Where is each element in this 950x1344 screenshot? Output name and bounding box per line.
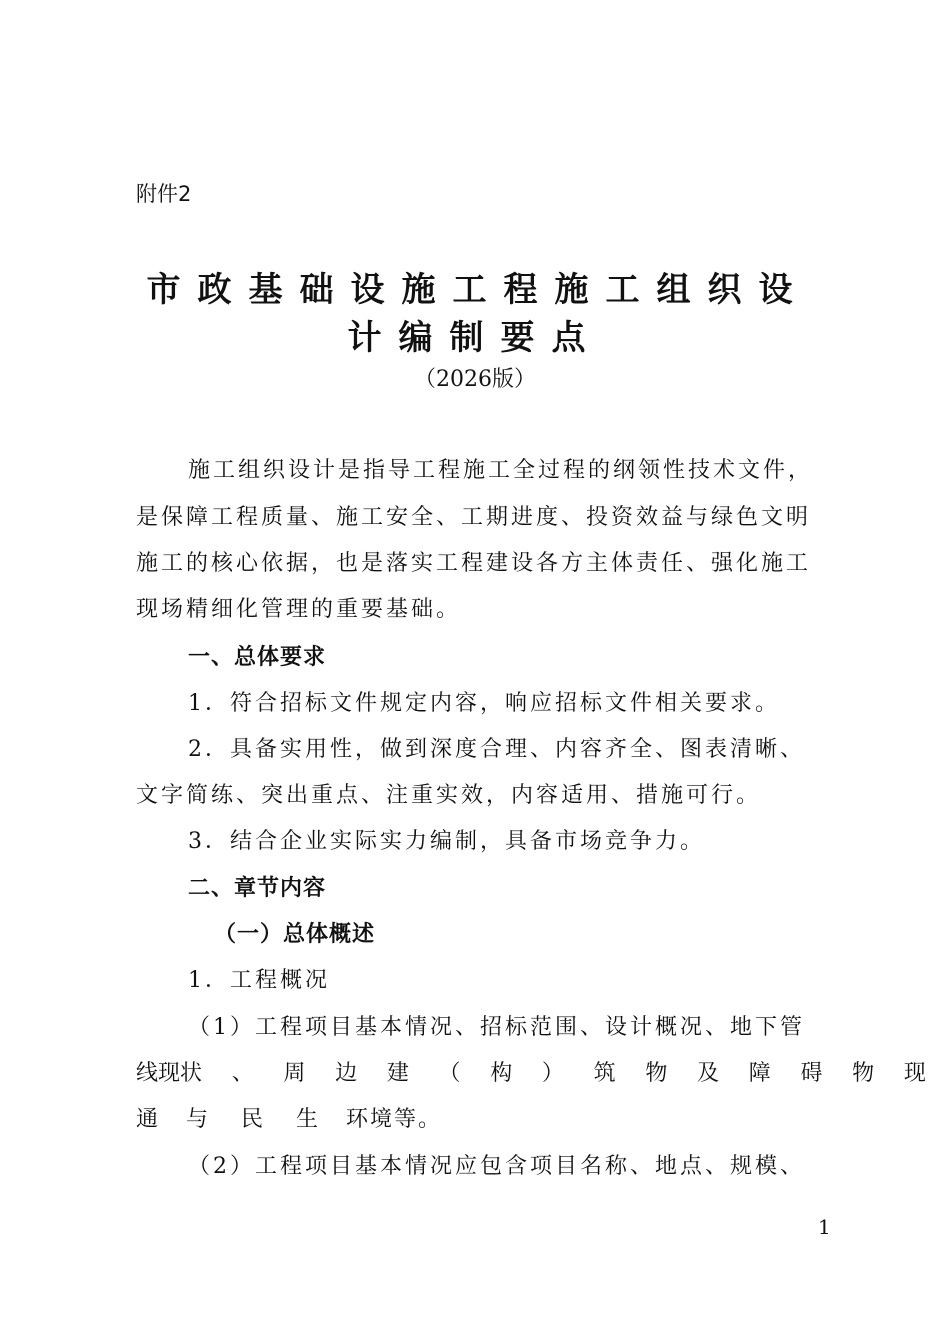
section2-para2-line1: （2）工程项目基本情况应包含项目名称、地点、规模、 <box>188 1154 805 1179</box>
para1-line2-token: 碍 <box>800 1061 823 1086</box>
section1-item1: 1．符合招标文件规定内容，响应招标文件相关要求。 <box>188 691 780 716</box>
para1-line2-token: 、 <box>231 1061 254 1086</box>
page-number: 1 <box>818 1215 831 1239</box>
para1-line2-token: 建 <box>386 1061 409 1086</box>
para1-line2-token: 及 <box>697 1061 720 1086</box>
document-title-line2: 计编制要点 <box>347 318 603 358</box>
para1-line2-token: 障 <box>748 1061 771 1086</box>
intro-line-2: 是保障工程质量、施工安全、工期进度、投资效益与绿色文明 <box>136 505 812 530</box>
section1-item3: 3．结合企业实际实力编制，具备市场竞争力。 <box>188 829 705 854</box>
version-label: （2026版） <box>414 367 536 392</box>
para1-line2-token: 物 <box>645 1061 668 1086</box>
para1-line2-token: 构 <box>490 1061 513 1086</box>
attachment-label: 附件2 <box>136 182 192 206</box>
section1-item2-line1: 2．具备实用性，做到深度合理、内容齐全、图表清晰、 <box>188 737 805 762</box>
para1-line3-token: 与 <box>186 1107 209 1132</box>
intro-line-4: 现场精细化管理的重要基础。 <box>136 597 462 622</box>
intro-line-3: 施工的核心依据，也是落实工程建设各方主体责任、强化施工 <box>136 551 812 576</box>
section2-item1: 1．工程概况 <box>188 968 330 993</box>
para1-line2-token: ） <box>541 1061 564 1086</box>
section2-subheading: （一）总体概述 <box>214 922 376 947</box>
para1-line3-token: 通 <box>136 1107 159 1132</box>
section1-item2-line2: 文字简练、突出重点、注重实效，内容适用、措施可行。 <box>136 783 762 808</box>
section2-para1-line2 <box>136 1056 926 1087</box>
document-title-line1: 市政基础设施工程施工组织设 <box>146 270 810 310</box>
section2-para1-line1: （1）工程项目基本情况、招标范围、设计概况、地下管 <box>188 1015 805 1040</box>
para1-line2-token: 周 <box>283 1061 306 1086</box>
section2-para1-line3 <box>136 1102 442 1133</box>
intro-line-1: 施工组织设计是指导工程施工全过程的纲领性技术文件， <box>188 458 814 483</box>
para1-line2-token: 线现状 <box>136 1061 203 1086</box>
para1-line3-token: 环境等。 <box>346 1107 443 1132</box>
para1-line2-token: 现 <box>903 1061 926 1086</box>
section1-heading: 一、总体要求 <box>188 645 327 670</box>
para1-line2-token: 边 <box>335 1061 358 1086</box>
para1-line3-token: 民 <box>241 1107 264 1132</box>
para1-line2-token: （ <box>438 1061 461 1086</box>
section2-heading: 二、章节内容 <box>188 876 327 901</box>
para1-line2-token: 筑 <box>593 1061 616 1086</box>
para1-line2-token: 物 <box>852 1061 875 1086</box>
para1-line3-token: 生 <box>296 1107 319 1132</box>
